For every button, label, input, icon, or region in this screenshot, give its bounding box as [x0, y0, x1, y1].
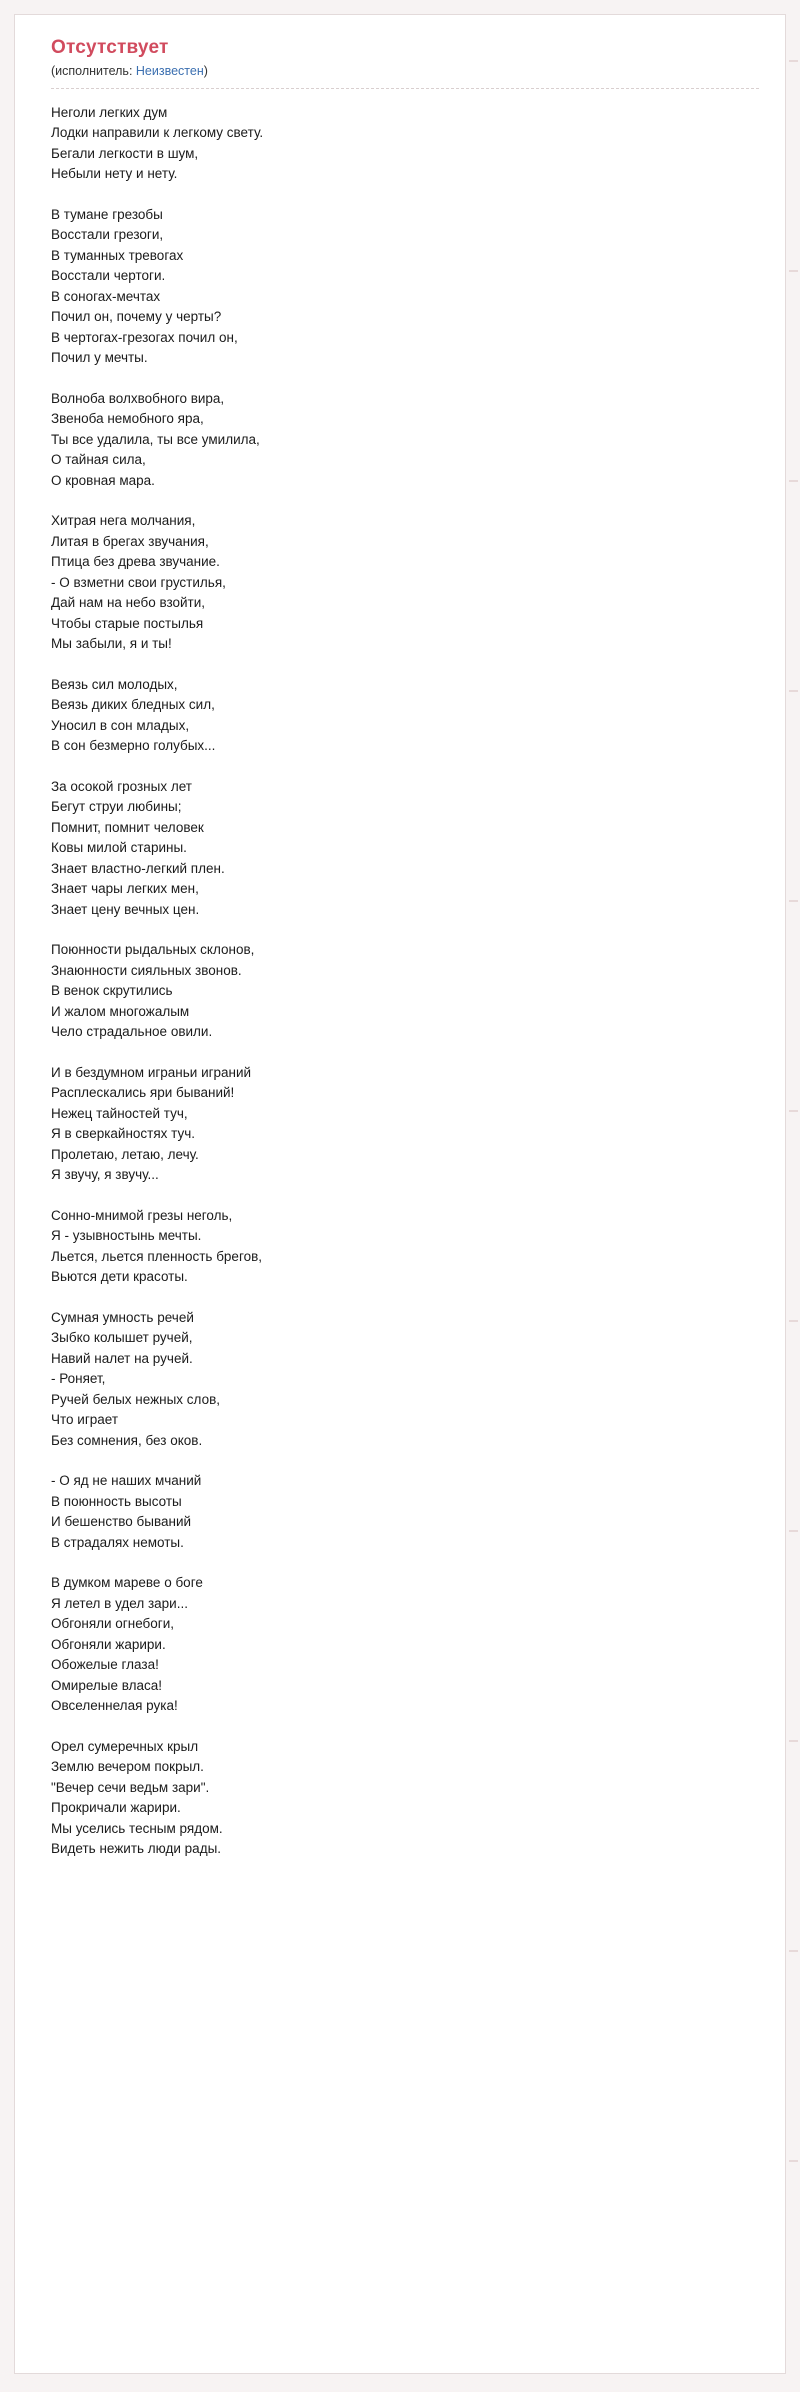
- lyrics-line: Хитрая нега молчания,: [51, 513, 196, 529]
- artist-link[interactable]: Неизвестен: [135, 63, 204, 78]
- edge-mark: [789, 1950, 798, 1952]
- lyrics-line: Восстали грезоги,: [51, 227, 164, 243]
- lyrics-line: Бегут струи любины;: [51, 799, 182, 815]
- lyrics-line: Уносил в сон младых,: [51, 717, 190, 733]
- lyrics-line: Расплескались яри бываний!: [51, 1085, 235, 1101]
- lyrics-line: - О яд не наших мчаний: [51, 1473, 202, 1489]
- lyrics-line: Я в сверкайностях туч.: [51, 1126, 196, 1142]
- lyrics-line: Сонно-мнимой грезы неголь,: [51, 1207, 233, 1223]
- lyrics-line: В туманных тревогах: [51, 247, 184, 263]
- lyrics-line: В чертогах-грезогах почил он,: [51, 329, 238, 345]
- page-edge-marks: [786, 0, 800, 2392]
- lyrics-line: Что играет: [51, 1412, 119, 1428]
- lyrics-line: - Роняет,: [51, 1371, 106, 1387]
- lyrics-line: Помнит, помнит человек: [51, 819, 204, 835]
- lyrics-line: За осокой грозных лет: [51, 778, 192, 794]
- lyrics-line: Бегали легкости в шум,: [51, 145, 199, 161]
- lyrics-line: В страдалях немоты.: [51, 1534, 184, 1550]
- lyrics-line: Ты все удалила, ты все умилила,: [51, 431, 260, 447]
- lyrics-line: В венок скрутились: [51, 983, 173, 999]
- lyrics-stanza: [51, 1737, 759, 1860]
- lyrics-line: И жалом многожалым: [51, 1003, 190, 1019]
- lyrics-line: Почил он, почему у черты?: [51, 309, 222, 325]
- lyrics-line: Знает властно-легкий плен.: [51, 860, 225, 876]
- lyrics-stanza: [51, 1471, 759, 1553]
- lyrics-line: Обожелые глаза!: [51, 1657, 159, 1673]
- byline-suffix: ): [203, 63, 208, 78]
- edge-mark: [789, 900, 798, 902]
- lyrics-stanza: [51, 205, 759, 369]
- lyrics-line: Знает цену вечных цен.: [51, 901, 200, 917]
- edge-mark: [789, 690, 798, 692]
- edge-mark: [789, 270, 798, 272]
- lyrics-line: В думком мареве о боге: [51, 1575, 203, 1591]
- lyrics-line: Прокричали жарири.: [51, 1800, 181, 1816]
- lyrics-stanza: [51, 777, 759, 921]
- lyrics-line: Обгоняли жарири.: [51, 1636, 166, 1652]
- edge-mark: [789, 1740, 798, 1742]
- lyrics-line: В соногах-мечтах: [51, 288, 161, 304]
- lyrics-stanza: [51, 389, 759, 492]
- edge-mark: [789, 480, 798, 482]
- lyrics-line: Видеть нежить люди рады.: [51, 1841, 222, 1857]
- lyrics-stanza: [51, 511, 759, 655]
- lyrics-line: Ковы милой старины.: [51, 840, 187, 856]
- lyrics-line: Навий налет на ручей.: [51, 1350, 193, 1366]
- lyrics-line: Знает чары легких мен,: [51, 881, 199, 897]
- lyrics-line: И бешенство бываний: [51, 1514, 192, 1530]
- lyrics-line: Чело страдальное овили.: [51, 1024, 213, 1040]
- lyrics-stanza: [51, 1573, 759, 1717]
- lyrics-line: Неголи легких дум: [51, 104, 168, 120]
- lyrics-line: В поюнность высоты: [51, 1493, 182, 1509]
- lyrics-line: Нежец тайностей туч,: [51, 1105, 188, 1121]
- lyrics-line: Я - узывностынь мечты.: [51, 1228, 202, 1244]
- edge-mark: [789, 60, 798, 62]
- lyrics-line: Зыбко колышет ручей,: [51, 1330, 193, 1346]
- byline-prefix: (исполнитель:: [51, 63, 136, 78]
- edge-mark: [789, 1320, 798, 1322]
- lyrics-line: Орел сумеречных крыл: [51, 1738, 199, 1754]
- lyrics-line: Омирелые власа!: [51, 1677, 162, 1693]
- lyrics-line: - О взметни свои грустилья,: [51, 574, 226, 590]
- header-divider: [51, 88, 759, 89]
- lyrics-stanza: [51, 1063, 759, 1186]
- lyrics-line: Чтобы старые постылья: [51, 615, 204, 631]
- lyrics-line: Овселеннелая рука!: [51, 1698, 178, 1714]
- lyrics-line: Восстали чертоги.: [51, 268, 166, 284]
- edge-mark: [789, 2160, 798, 2162]
- lyrics-stanza: [51, 1308, 759, 1452]
- lyrics-line: Поюнности рыдальных склонов,: [51, 942, 255, 958]
- page-title: Отсутствует: [51, 37, 169, 58]
- lyrics-line: Небыли нету и нету.: [51, 166, 178, 182]
- lyrics-line: Вьются дети красоты.: [51, 1269, 188, 1285]
- lyrics-line: Мы уселись тесным рядом.: [51, 1820, 223, 1836]
- lyrics-line: Льется, льется пленность брегов,: [51, 1248, 262, 1264]
- lyrics-line: Пролетаю, летаю, лечу.: [51, 1146, 199, 1162]
- lyrics-line: Обгоняли огнебоги,: [51, 1616, 175, 1632]
- lyrics-line: Знаюнности сияльных звонов.: [51, 962, 242, 978]
- lyrics-line: Веязь диких бледных сил,: [51, 697, 215, 713]
- lyrics-line: Лодки направили к легкому свету.: [51, 125, 264, 141]
- lyrics-line: Сумная умность речей: [51, 1309, 194, 1325]
- lyrics-line: Веязь сил молодых,: [51, 676, 178, 692]
- lyrics-stanza: [51, 675, 759, 757]
- lyrics-line: И в бездумном играньи играний: [51, 1064, 252, 1080]
- lyrics-line: О кровная мара.: [51, 472, 155, 488]
- lyrics-line: Землю вечером покрыл.: [51, 1759, 204, 1775]
- lyrics-stanza: [51, 940, 759, 1043]
- artist-byline: [51, 64, 759, 78]
- lyrics-body: [51, 103, 759, 1860]
- lyrics-line: Мы забыли, я и ты!: [51, 636, 172, 652]
- lyrics-line: "Вечер сечи ведьм зари".: [51, 1779, 210, 1795]
- lyrics-line: Почил у мечты.: [51, 350, 148, 366]
- lyrics-line: О тайная сила,: [51, 452, 146, 468]
- lyrics-stanza: [51, 1206, 759, 1288]
- lyrics-line: Без сомнения, без оков.: [51, 1432, 203, 1448]
- lyrics-line: Птица без древа звучание.: [51, 554, 220, 570]
- lyrics-stanza: [51, 103, 759, 185]
- lyrics-line: Ручей белых нежных слов,: [51, 1391, 221, 1407]
- lyrics-line: Я звучу, я звучу...: [51, 1167, 159, 1183]
- lyrics-line: Я летел в удел зари...: [51, 1595, 188, 1611]
- lyrics-line: Волноба волхвобного вира,: [51, 390, 225, 406]
- lyrics-line: Литая в брегах звучания,: [51, 533, 209, 549]
- lyrics-line: В сон безмерно голубых...: [51, 738, 216, 754]
- edge-mark: [789, 1110, 798, 1112]
- lyrics-line: В тумане грезобы: [51, 206, 163, 222]
- lyrics-line: Звеноба немобного яра,: [51, 411, 204, 427]
- lyrics-line: Дай нам на небо взойти,: [51, 595, 206, 611]
- lyrics-sheet: [14, 14, 786, 2374]
- edge-mark: [789, 1530, 798, 1532]
